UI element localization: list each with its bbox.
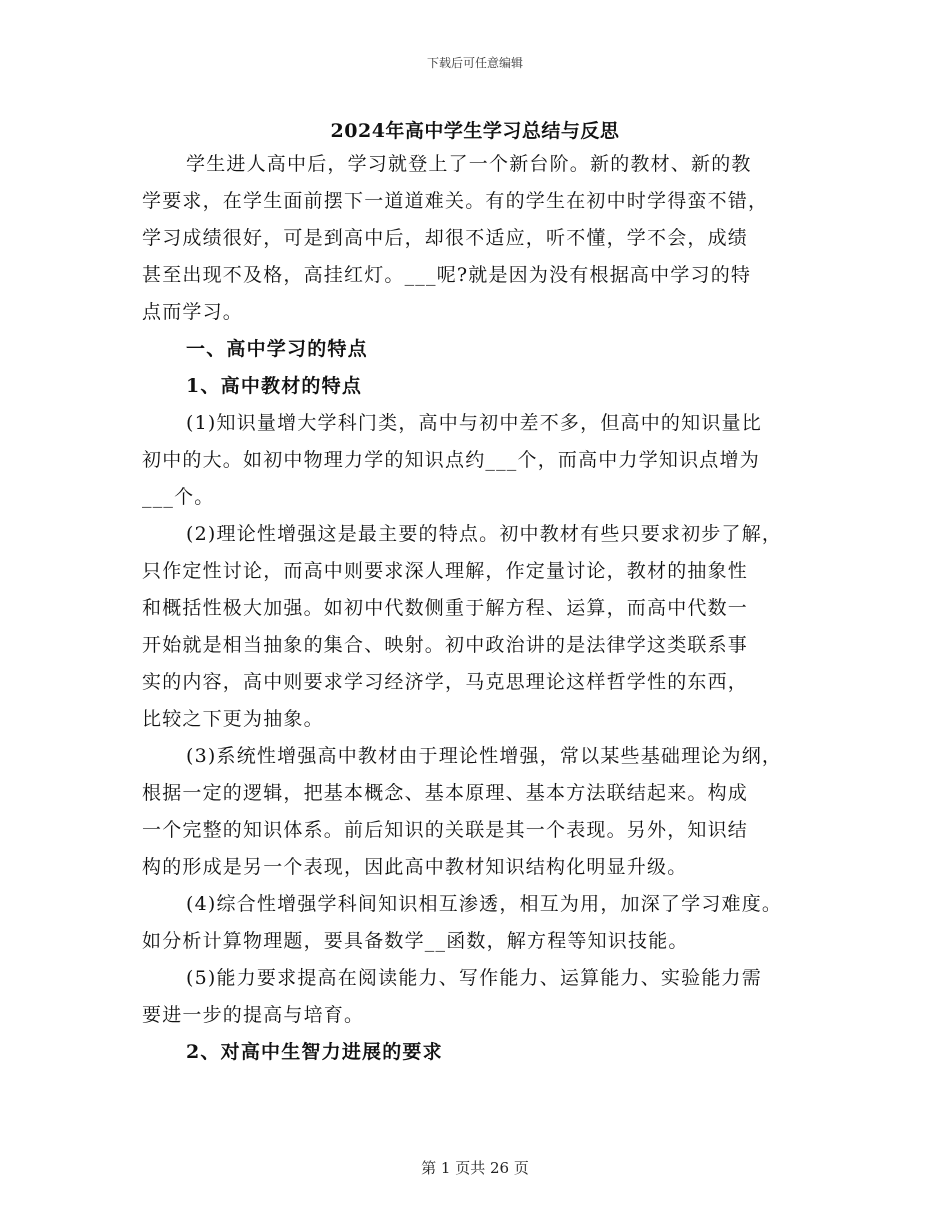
text-line: 只作定性讨论，而高中则要求深人理解，作定量讨论，教材的抽象性 xyxy=(142,560,749,582)
text-line: 点而学习。 xyxy=(142,301,244,323)
text-line: (4)综合性增强学科间知识相互渗透，相互为用，加深了学习难度。 xyxy=(186,893,783,915)
page-footer: 第 1 页共 26 页 xyxy=(421,1159,529,1177)
section-heading: 2、对高中生智力进展的要求 xyxy=(186,1041,443,1063)
page-header: 下载后可任意编辑 xyxy=(426,56,523,70)
text-line: 要进一步的提高与培育。 xyxy=(142,1004,365,1026)
document-title: 2024年高中学生学习总结与反思 xyxy=(330,120,620,142)
text-line: 构的形成是另一个表现，因此高中教材知识结构化明显升级。 xyxy=(142,856,688,878)
text-line: 开始就是相当抽象的集合、映射。初中政治讲的是法律学这类联系事 xyxy=(142,634,749,656)
text-line: 根据一定的逻辑，把基本概念、基本原理、基本方法联结起来。构成 xyxy=(142,782,749,804)
section-heading: 一、高中学习的特点 xyxy=(186,338,368,360)
section-heading: 1、高中教材的特点 xyxy=(186,375,363,397)
text-line: ___个。 xyxy=(142,486,215,508)
text-line: 和概括性极大加强。如初中代数侧重于解方程、运算，而高中代数一 xyxy=(142,597,749,619)
text-line: (2)理论性增强这是最主要的特点。初中教材有些只要求初步了解， xyxy=(186,523,783,545)
text-line: 一个完整的知识体系。前后知识的关联是其一个表现。另外，知识结 xyxy=(142,819,749,841)
text-line: 学习成绩很好，可是到高中后，却很不适应，听不懂，学不会，成绩 xyxy=(142,227,749,249)
text-line: (3)系统性增强高中教材由于理论性增强，常以某些基础理论为纲， xyxy=(186,745,783,767)
text-line: 学要求，在学生面前摆下一道道难关。有的学生在初中时学得蛮不错， xyxy=(142,190,769,212)
text-line: 比较之下更为抽象。 xyxy=(142,708,324,730)
text-line: 初中的大。如初中物理力学的知识点约___个，而高中力学知识点增为 xyxy=(142,449,760,471)
text-line: (1)知识量增大学科门类，高中与初中差不多，但高中的知识量比 xyxy=(186,412,762,434)
document-body xyxy=(142,146,814,1071)
text-line: (5)能力要求提高在阅读能力、写作能力、运算能力、实验能力需 xyxy=(186,967,762,989)
text-line: 学生进人高中后，学习就登上了一个新台阶。新的教材、新的教 xyxy=(186,153,752,175)
text-line: 如分析计算物理题，要具备数学__函数，解方程等知识技能。 xyxy=(142,930,689,952)
text-line: 甚至出现不及格，高挂红灯。___呢?就是因为没有根据高中学习的特 xyxy=(142,264,752,286)
text-line: 实的内容，高中则要求学习经济学，马克思理论这样哲学性的东西， xyxy=(142,671,749,693)
